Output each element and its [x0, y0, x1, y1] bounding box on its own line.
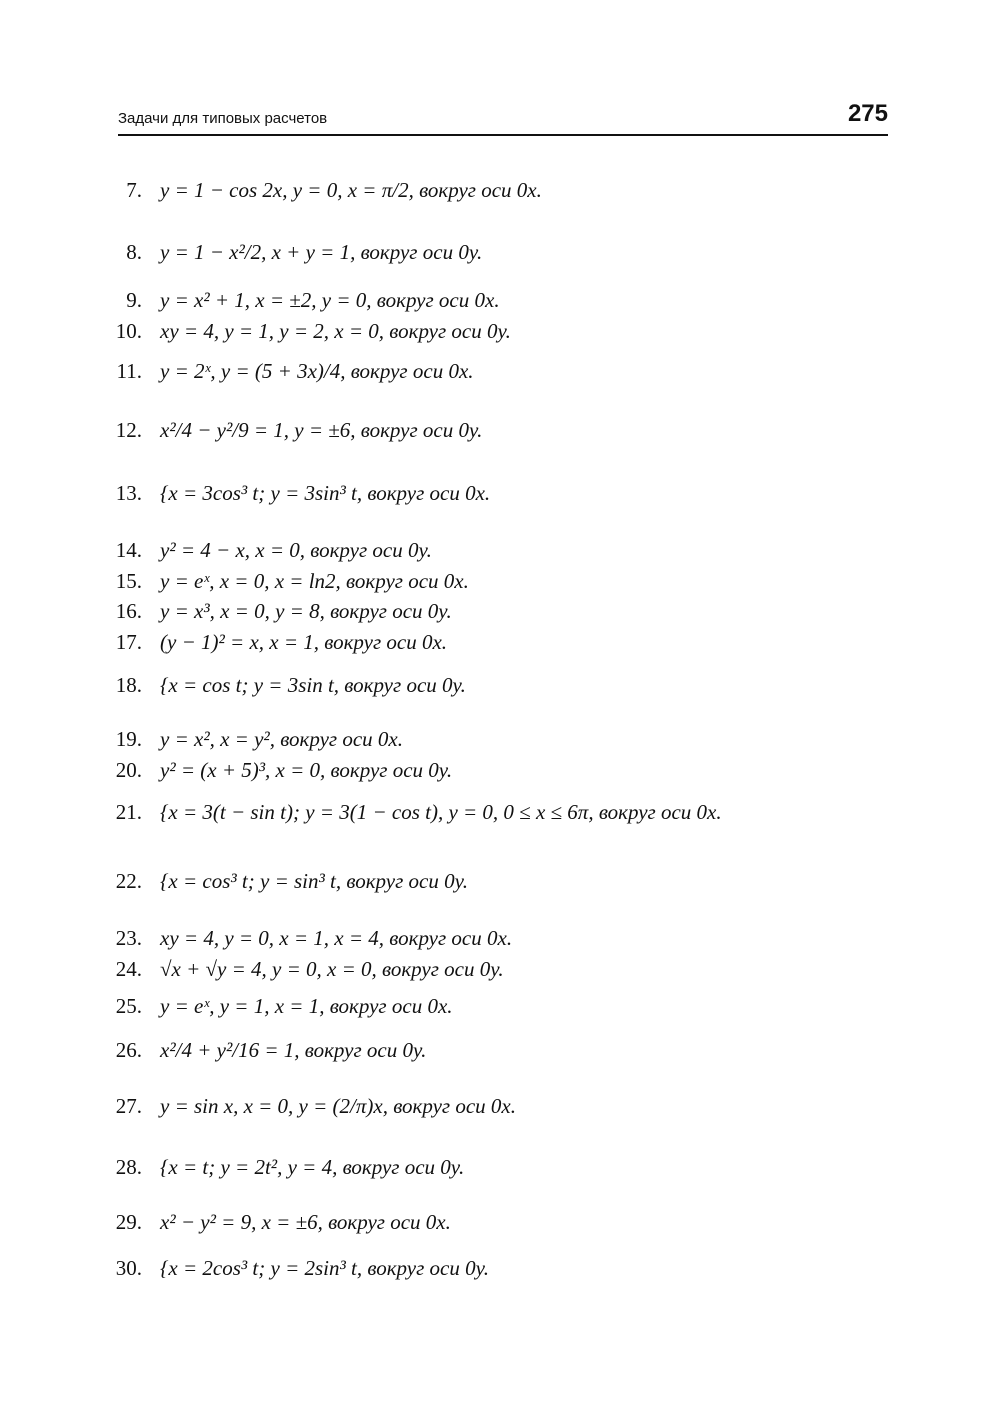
problem-text: y = 2ˣ, y = (5 + 3x)/4, вокруг оси 0x. [160, 359, 474, 383]
problem-text: (y − 1)² = x, x = 1, вокруг оси 0x. [160, 630, 448, 654]
problem-text: xy = 4, y = 0, x = 1, x = 4, вокруг оси 0x. [160, 926, 513, 950]
problem-text: x²/4 + y²/16 = 1, вокруг оси 0y. [160, 1038, 427, 1062]
problem-number: 17. [115, 630, 142, 654]
problem-number: 7. [126, 178, 142, 202]
problem-text: x²/4 − y²/9 = 1, y = ±6, вокруг оси 0y. [160, 418, 483, 442]
problem-number: 11. [116, 359, 142, 383]
problem-text: y² = (x + 5)³, x = 0, вокруг оси 0y. [160, 758, 453, 782]
problem-number: 27. [115, 1094, 142, 1118]
problem-number: 26. [115, 1038, 142, 1062]
problem-number: 24. [115, 957, 142, 981]
problem-number: 13. [115, 481, 142, 505]
problem-text: {x = t; y = 2t², y = 4, вокруг оси 0y. [160, 1155, 465, 1179]
problem-number: 8. [126, 240, 142, 264]
problem-text: y = eˣ, x = 0, x = ln2, вокруг оси 0x. [160, 569, 469, 593]
problem-number: 12. [115, 418, 142, 442]
problem-number: 9. [126, 288, 142, 312]
problem-text: {x = 2cos³ t; y = 2sin³ t, вокруг оси 0y. [160, 1256, 490, 1280]
problem-text: y = x², x = y², вокруг оси 0x. [160, 727, 404, 751]
problem-number: 25. [115, 994, 142, 1018]
header-title: Задачи для типовых расчетов [118, 110, 328, 127]
problem-number: 22. [115, 869, 142, 893]
problem-text: y = 1 − x²/2, x + y = 1, вокруг оси 0y. [160, 240, 483, 264]
problem-text: {x = 3cos³ t; y = 3sin³ t, вокруг оси 0x. [160, 481, 491, 505]
problem-number: 14. [115, 538, 142, 562]
problem-number: 18. [115, 673, 142, 697]
problem-text: y = x² + 1, x = ±2, y = 0, вокруг оси 0x. [160, 288, 500, 312]
problem-number: 15. [115, 569, 142, 593]
problem-number: 28. [115, 1155, 142, 1179]
problem-text: y = eˣ, y = 1, x = 1, вокруг оси 0x. [160, 994, 453, 1018]
problem-number: 21. [115, 800, 142, 824]
problem-number: 19. [115, 727, 142, 751]
problem-text: √x + √y = 4, y = 0, x = 0, вокруг оси 0y. [160, 957, 504, 981]
page-number: 275 [847, 100, 888, 127]
problem-number: 20. [115, 758, 142, 782]
problem-number: 30. [115, 1256, 142, 1280]
problem-text: x² − y² = 9, x = ±6, вокруг оси 0x. [160, 1210, 451, 1234]
problem-text: {x = 3(t − sin t); y = 3(1 − cos t), y = 0, 0 ≤ x ≤ 6π, вокруг оси 0x. [160, 800, 722, 824]
problem-number: 10. [115, 319, 142, 343]
problem-text: y = 1 − cos 2x, y = 0, x = π/2, вокруг оси 0x. [160, 178, 542, 202]
problem-text: {x = cos t; y = 3sin t, вокруг оси 0y. [160, 673, 466, 697]
problem-number: 23. [115, 926, 142, 950]
problem-text: {x = cos³ t; y = sin³ t, вокруг оси 0y. [160, 869, 469, 893]
problem-text: y = x³, x = 0, y = 8, вокруг оси 0y. [160, 599, 452, 623]
problem-text: xy = 4, y = 1, y = 2, x = 0, вокруг оси 0y. [160, 319, 511, 343]
problem-text: y² = 4 − x, x = 0, вокруг оси 0y. [160, 538, 432, 562]
problem-number: 29. [115, 1210, 142, 1234]
problem-number: 16. [115, 599, 142, 623]
problem-text: y = sin x, x = 0, y = (2/π)x, вокруг оси 0x. [160, 1094, 517, 1118]
